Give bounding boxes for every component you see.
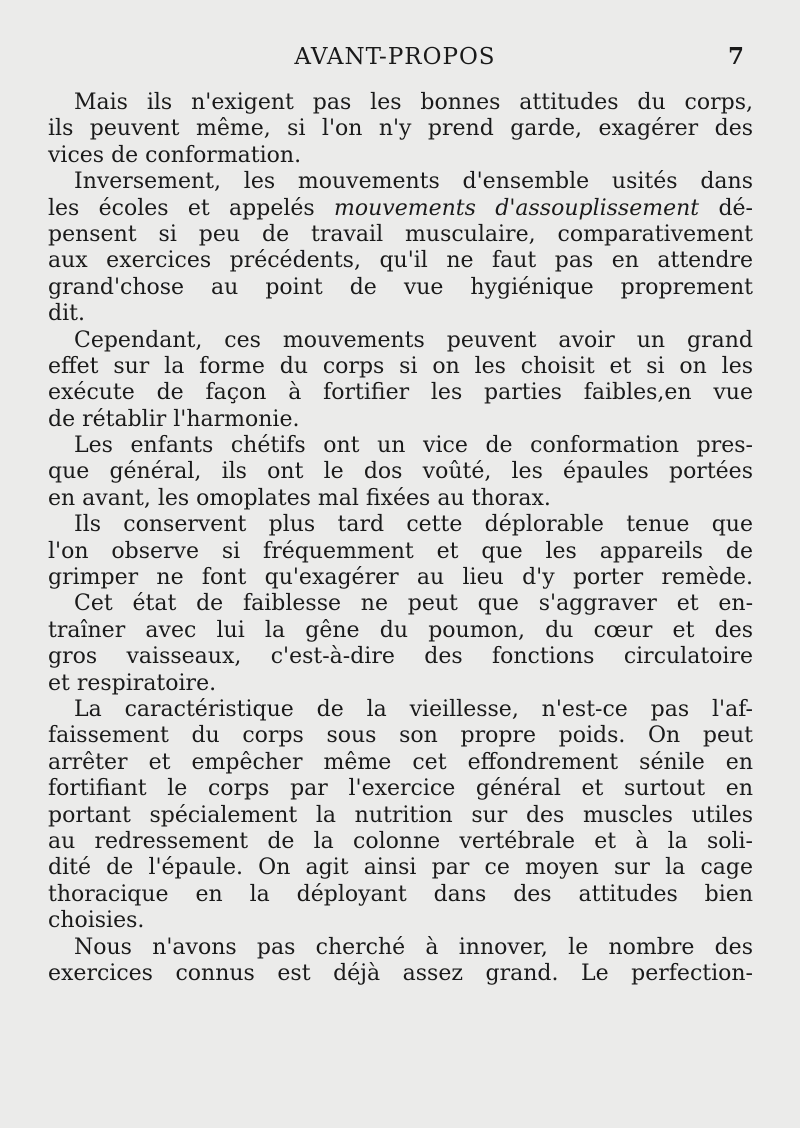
text-line: aux exercices précédents, qu'il ne faut pas en attendre bbox=[48, 248, 753, 274]
text-line: Ils conservent plus tard cette déplorable tenue que bbox=[74, 512, 753, 538]
text-line-mixed bbox=[48, 196, 753, 222]
text-line: au redressement de la colonne vertébrale et à la soli- bbox=[48, 828, 753, 854]
text-line: Cependant, ces mouvements peuvent avoir un grand bbox=[74, 327, 753, 353]
italic-term: mouvements d'assouplissement bbox=[334, 195, 700, 221]
text-line: et respiratoire. bbox=[48, 670, 217, 696]
text-line: exécute de façon à fortifier les parties faibles,en vue bbox=[48, 380, 753, 406]
text-line: dit. bbox=[48, 301, 85, 327]
text-line: Mais ils n'exigent pas les bonnes attitudes du corps, bbox=[74, 90, 753, 115]
text-line: Nous n'avons pas cherché à innover, le nombre des bbox=[74, 934, 753, 960]
text-line: de rétablir l'harmonie. bbox=[48, 406, 300, 432]
text-line: que général, ils ont le dos voûté, les épaules portées bbox=[48, 459, 753, 485]
text-segment: dé- bbox=[718, 195, 753, 221]
text-line: portant spécialement la nutrition sur des muscles utiles bbox=[48, 802, 753, 828]
text-line: grand'chose au point de vue hygiénique proprement bbox=[48, 274, 753, 300]
text-line: traîner avec lui la gêne du poumon, du cœur et des bbox=[48, 617, 753, 643]
body-text bbox=[48, 90, 753, 987]
text-line: vices de conformation. bbox=[48, 142, 302, 168]
text-line: gros vaisseaux, c'est-à-dire des fonctions circulatoire bbox=[48, 644, 753, 670]
text-line: thoracique en la déployant dans des attitudes bien bbox=[48, 881, 753, 907]
text-line: Inversement, les mouvements d'ensemble usités dans bbox=[74, 169, 753, 195]
running-title: AVANT-PROPOS bbox=[294, 44, 496, 70]
text-line: fortifiant le corps par l'exercice général et surtout en bbox=[48, 776, 753, 802]
text-line: en avant, les omoplates mal fixées au thorax. bbox=[48, 485, 551, 511]
text-line: Cet état de faiblesse ne peut que s'aggraver et en- bbox=[74, 591, 753, 617]
text-line: grimper ne font qu'exagérer au lieu d'y porter remède. bbox=[48, 565, 753, 591]
text-line: pensent si peu de travail musculaire, comparativement bbox=[48, 221, 753, 247]
text-line: effet sur la forme du corps si on les choisit et si on les bbox=[48, 353, 753, 379]
page-number: 7 bbox=[727, 43, 744, 70]
text-line: La caractéristique de la vieillesse, n'est-ce pas l'af- bbox=[74, 696, 753, 722]
page-header bbox=[0, 40, 800, 74]
text-segment: les écoles et appelés bbox=[48, 195, 315, 221]
text-line: choisies. bbox=[48, 908, 145, 934]
text-line: dité de l'épaule. On agit ainsi par ce moyen sur la cage bbox=[48, 855, 753, 881]
text-line: l'on observe si fréquemment et que les appareils de bbox=[48, 538, 753, 564]
text-line: faissement du corps sous son propre poids. On peut bbox=[48, 723, 753, 749]
text-line: Les enfants chétifs ont un vice de conformation pres- bbox=[74, 433, 753, 459]
text-line: arrêter et empêcher même cet effondrement sénile en bbox=[48, 749, 753, 775]
text-line: exercices connus est déjà assez grand. Le perfection- bbox=[48, 960, 753, 986]
text-line: ils peuvent même, si l'on n'y prend garde, exagérer des bbox=[48, 116, 753, 142]
